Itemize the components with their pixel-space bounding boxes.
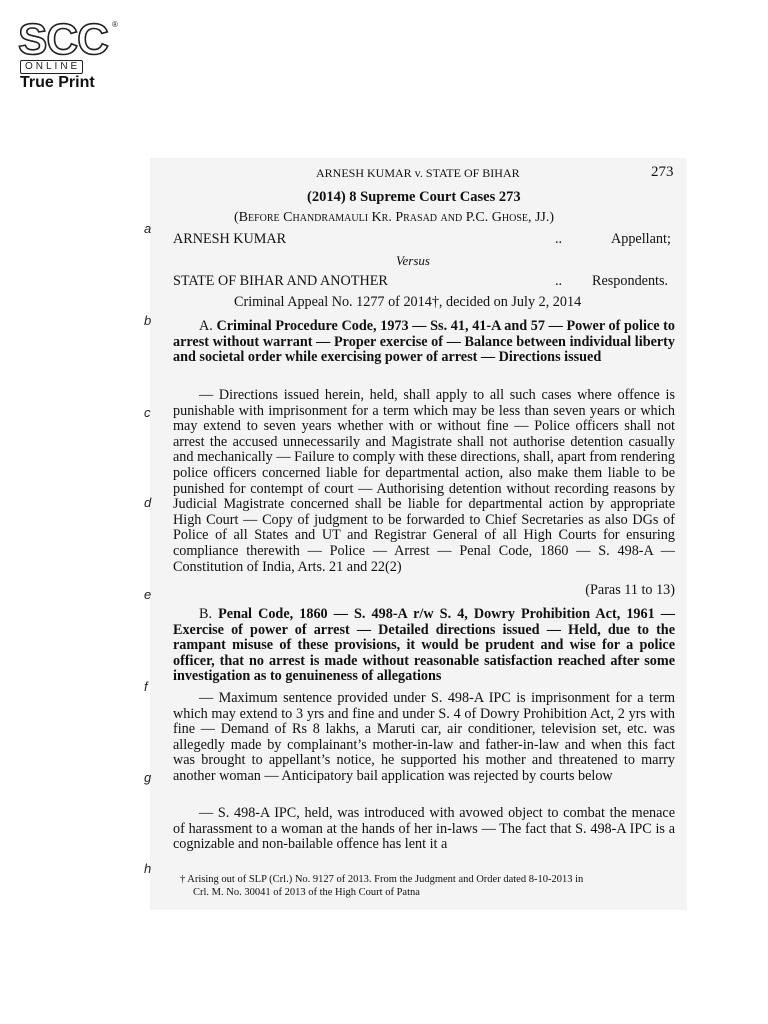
- margin-letter-c: c: [144, 405, 151, 420]
- margin-letter-g: g: [144, 770, 152, 785]
- case-line: Criminal Appeal No. 1277 of 2014†, decided on July 2, 2014: [234, 294, 582, 310]
- logo-tagline: True Print: [20, 74, 95, 91]
- footnote-line-1: † Arising out of SLP (Crl.) No. 9127 of 2013. From the Judgment and Order dated 8-10-2013 in: [180, 874, 584, 885]
- citation: (2014) 8 Supreme Court Cases 273: [307, 189, 521, 205]
- logo-brand: SCC: [18, 15, 108, 64]
- headnote-a-prefix: A.: [199, 318, 217, 334]
- headnote-b-body-2: — S. 498-A IPC, held, was introduced with avowed object to combat the menace of harassment to a woman at the hands of her in-laws — The fact that S. 498-A IPC is a cognizable and non-bailable offence has lent it a: [173, 805, 675, 853]
- appellant-name: ARNESH KUMAR: [173, 231, 287, 247]
- logo-online: ONLINE: [20, 60, 83, 74]
- headnote-a-bold: Criminal Procedure Code, 1973 — Ss. 41, 41-A and 57 — Power of police to arrest without warrant — Proper exercise of — Balance between individual liberty and societal order while exercising power of arrest — Directions issued: [173, 318, 675, 366]
- margin-letter-f: f: [144, 679, 148, 694]
- headnote-b-bold: Penal Code, 1860 — S. 498-A r/w S. 4, Dowry Prohibition Act, 1961 — Exercise of power of arrest — Detailed directions issued — Held, due to the rampant misuse of these provisions, it would be prudent and wise for a police officer, that no arrest is made without reasonable satisfaction reached after some investigation as to genuineness of allegations: [173, 606, 675, 685]
- headnote-b-prefix: B.: [199, 606, 219, 622]
- margin-letter-h: h: [144, 861, 152, 876]
- margin-letter-e: e: [144, 587, 152, 602]
- margin-letter-a: a: [144, 221, 152, 236]
- registered-mark: ®: [112, 20, 118, 29]
- appellant-dots: ..: [555, 231, 563, 247]
- headnote-a-body: — Directions issued herein, held, shall apply to all such cases where offence is punishable with imprisonment for a term which may be less than seven years or which may extend to seven years whether with or without fine — Police officers shall not arrest the accused unnecessarily and Magistrate shall not authorise detention casually and mechanically — Failure to comply with these directions, shall, apart from rendering police officers concerned liable for departmental action, also make them liable to be punished for contempt of court — Authorising detention without recording reasons by Judicial Magistrate concerned shall be liable for departmental action by appropriate High Court — Copy of judgment to be forwarded to Chief Secretaries as also DGs of Police of all States and UT and Registrar General of all High Courts for ensuring compliance therewith — Police — Arrest — Penal Code, 1860 — S. 498-A — Constitution of India, Arts. 21 and 22(2): [173, 387, 675, 575]
- headnote-a-paras: (Paras 11 to 13): [585, 582, 675, 598]
- scc-online-logo: [14, 15, 124, 98]
- margin-letter-d: d: [144, 495, 152, 510]
- headnote-a-heading: [173, 319, 675, 366]
- respondent-dots: ..: [555, 273, 563, 289]
- respondent-role: Respondents.: [592, 273, 669, 289]
- appellant-role: Appellant;: [611, 231, 671, 247]
- bench: (Before Chandramauli Kr. Prasad and P.C. Ghose, JJ.): [234, 210, 555, 225]
- page-number: 273: [651, 164, 674, 180]
- respondent-name: STATE OF BIHAR AND ANOTHER: [173, 273, 388, 289]
- headnote-b-body-1: — Maximum sentence provided under S. 498-A IPC is imprisonment for a term which may extend to 3 yrs and fine and under S. 4 of Dowry Prohibition Act, 2 yrs with fine — Demand of Rs 8 lakhs, a Maruti car, air conditioner, television set, etc. was allegedly made by complainant’s mother-in-law and father-in-law and when this fact was brought to appellant’s notice, he supported his mother and threatened to marry another woman — Anticipatory bail application was rejected by courts below: [173, 690, 675, 784]
- margin-letter-b: b: [144, 313, 152, 328]
- versus: Versus: [396, 253, 430, 268]
- headnote-b-heading: [173, 607, 675, 685]
- running-header-title: ARNESH KUMAR v. STATE OF BIHAR: [316, 166, 520, 180]
- footnote-line-2: Crl. M. No. 30041 of 2013 of the High Court of Patna: [193, 887, 420, 898]
